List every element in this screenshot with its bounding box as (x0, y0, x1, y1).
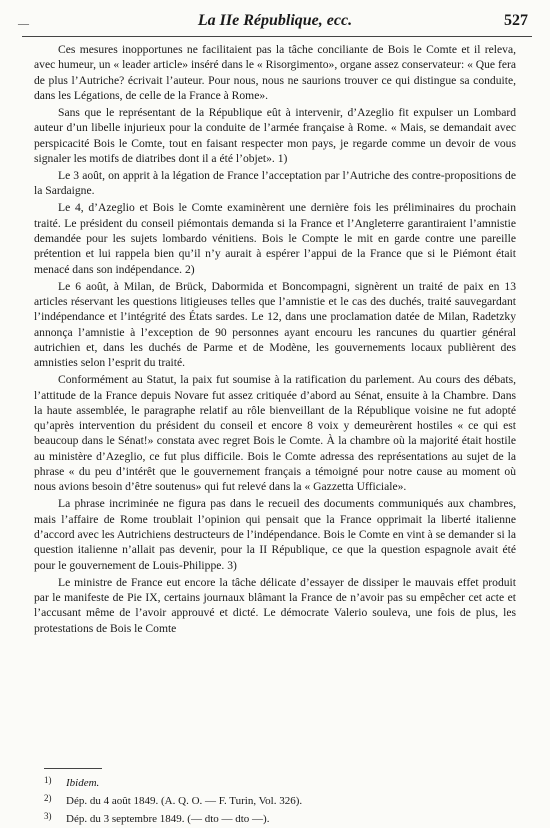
footnote-text: Dép. du 3 septembre 1849. (— dto — dto —). (66, 813, 270, 825)
footnotes (44, 768, 514, 827)
footnote-mark: 3) (44, 811, 52, 821)
running-title: La IIe République, ecc. (197, 12, 353, 29)
footnote-text: Ibidem. (66, 777, 100, 789)
paragraph: Le ministre de France eut encore la tâche délicate d’essayer de dissiper le mauvais effet produit par le manifeste de Pie IX, certains journaux blâmant la France de n’avoir pas su empêcher cet acte et l’accusant même de l’avoir approuvé et dicté. Le démocrate Valerio souleva, une fois de plus, les protestations de Bois le Comte (34, 575, 516, 635)
paragraph: Ces mesures inopportunes ne facilitaient pas la tâche conciliante de Bois le Comte et il releva, avec humeur, un « leader article» inséré dans le « Risorgimento», organe assez conservateur: « Que fera de plus l’Autriche? écrivait l’auteur. Pour nous, nous ne saurions trouver ce qui distingue sa conduite, dans les Légations, de celle de la France à Rome». (34, 43, 516, 102)
paragraph: La phrase incriminée ne figura pas dans le recueil des documents communiqués aux chambres, mais l’affaire de Rome troublait l’opinion qui pensait que la France opprimait la liberté italienne d’accord avec les Autrichiens destructeurs de l’indépendance. Bois le Comte en vint à se demander si la question italienne n’allait pas devenir, pour la II République, ce que la question espagnole avait été pour le gouvernement de Louis-Philippe. 3) (34, 497, 516, 572)
page-header (0, 12, 550, 34)
body-text (34, 42, 516, 638)
page-number: 527 (504, 12, 528, 29)
paragraph: Le 6 août, à Milan, de Brück, Dabormida et Boncompagni, signèrent un traité de paix en 13 articles réservant les questions litigieuses telles que l’amnistie et le cas des duchés, traité sauvegardant l’indépendance et l’intégrité des États sardes. Le 12, dans une proclamation datée de Milan, Radetzky annonça l’amnistie à l’exception de 90 personnes ayant encouru les rancunes du quartier général autrichien et, dans les duchés de Parme et de Modène, les gouvernements locaux publièrent des amnisties selon l’esprit du traité. (34, 279, 516, 370)
paragraph: Sans que le représentant de la République eût à intervenir, d’Azeglio fit expulser un Lombard auteur d’un libelle injurieux pour la conduite de l’armée française à Rome. « Mais, se demandait avec perspicacité Bois le Comte, tout en faisant respecter mon pays, je regarde comme un devoir de vous signaler les motifs de diatribes dont il a été l’objet». 1) (34, 105, 516, 165)
footnote (44, 773, 514, 791)
footnote-rule (44, 768, 102, 769)
paragraph: Conformément au Statut, la paix fut soumise à la ratification du parlement. Au cours des débats, l’attitude de la France depuis Novare fut assez critiquée d’abord au Sénat, ensuite à la Chambre. Dans la haute assemblée, le paragraphe relatif au rôle bienveillant de la République voisine ne fut adopté qu’après intervention du président du conseil et encore 8 voix y demeurèrent hostiles « ce qui est beaucoup dans le Sénat!» constata avec regret Bois le Comte. À la chambre où la majorité était hostile au ministère d’Azeglio, ce fut plus difficile. Bois le Comte adressa des représentations au sujet de la phrase « du peu d’intérêt que le gouvernement français a témoigné pour notre cause au moment où nous avions besoin d’être soutenus» qui fut relevé dans la « Gazzetta Ufficiale». (34, 373, 516, 494)
footnote (44, 809, 514, 827)
footnote-text: Dép. du 4 août 1849. (A. Q. O. — F. Turin, Vol. 326). (66, 795, 303, 807)
paragraph: Le 4, d’Azeglio et Bois le Comte examinèrent une dernière fois les préliminaires du prochain traité. Le président du conseil piémontais demanda si la France et l’Angleterre garantiraient l’amnistie demandée pour les sujets lombardo vénitiens. Bois le Compte le mit en garde contre une pareille prétention et lui rappela bien qu’il n’y aurait à espérer l’appui de la France que si le Piémont était menacé dans son indépendance. 2) (34, 201, 516, 276)
footnote (44, 791, 514, 809)
footnote-mark: 2) (44, 793, 52, 803)
paragraph: Le 3 août, on apprit à la légation de France l’acceptation par l’Autriche des contre-propositions de la Sardaigne. (34, 168, 516, 198)
margin-mark: — (18, 18, 29, 30)
footnote-mark: 1) (44, 775, 52, 785)
header-rule (22, 36, 532, 37)
